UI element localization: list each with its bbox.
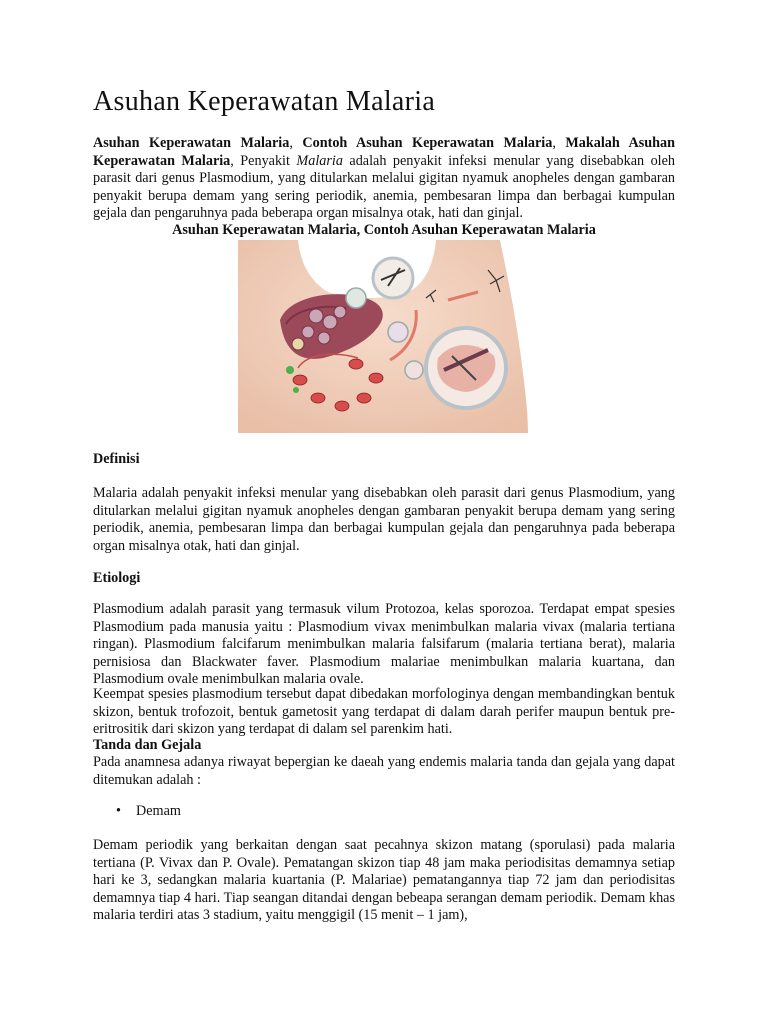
demam-paragraph: Demam periodik yang berkaitan dengan saat pecahnya skizon matang (sporulasi) pada malaria tertiana (P. Vivax dan P. Ovale). Pematangan skizon tiap 48 jam maka periodisitas demamnya setiap hari ke 3, sedangkan malaria kuartania (P. Malariae) pematangannya tiap 72 jam dan periodisitas demamnya tiap 4 hari. Tiap seangan ditandai dengan bebeapa serangan demam periodik. Demam khas malaria terdiri atas 3 stadium, yaitu menggigil (15 menit – 1 jam),	[93, 837, 675, 923]
intro-link-1[interactable]: Asuhan Keperawatan Malaria	[93, 135, 290, 151]
bullet-icon: •	[116, 803, 121, 819]
figure-caption: Asuhan Keperawatan Malaria, Contoh Asuhan Keperawatan Malaria	[172, 222, 596, 238]
heading-etiologi: Etiologi	[93, 570, 141, 586]
intro-italic: Malaria	[296, 152, 343, 169]
etiologi-paragraph-1: Plasmodium adalah parasit yang termasuk vilum Protozoa, kelas sporozoa. Terdapat empat spesies Plasmodium pada manusia yaitu : Plasmodium vivax menimbulkan malaria vivax (malaria tertiana ringan). Plasmodium falcifarum menimbulkan malaria falsifarum (malaria tertiana berat), malaria pernisiosa dan Blackwater faver. Plasmodium malariae menimbulkan malaria kuartana, dan Plasmodium ovale menimbulkan malaria ovale.	[93, 601, 675, 687]
list-item: • Demam	[116, 803, 181, 819]
tanda-gejala-paragraph: Pada anamnesa adanya riwayat bepergian ke daeah yang endemis malaria tanda dan gejala yang dapat ditemukan adalah :	[93, 754, 675, 788]
heading-tanda-gejala: Tanda dan Gejala	[93, 737, 202, 753]
heading-definisi: Definisi	[93, 451, 140, 467]
definisi-paragraph: Malaria adalah penyakit infeksi menular yang disebabkan oleh parasit dari genus Plasmodium, yang ditularkan melalui gigitan nyamuk anopheles dengan gambaran penyakit berupa demam yang sering periodik, anemia, pembesaran limpa dan berbagai kumpulan gejala dan pengaruhnya pada beberapa organ misalnya otak, hati dan ginjal.	[93, 485, 675, 554]
etiologi-paragraph-2: Keempat spesies plasmodium tersebut dapat dibedakan morfologinya dengan membandingkan bentuk skizon, bentuk trofozoit, bentuk gametosit yang terdapat di dalam darah perifer maupun bentuk pre-eritrositik dari skizon yang terdapat di dalam sel parenkim hati.	[93, 686, 675, 737]
intro-link-3[interactable]: Makalah Asuhan Keperawatan Malaria	[93, 135, 676, 169]
intro-paragraph: Asuhan Keperawatan Malaria, Contoh Asuhan Keperawatan Malaria, Makalah Asuhan Keperawatan Malaria, Penyakit Malaria adalah penyakit infeksi menular yang disebabkan oleh parasit dari genus Plasmodium, yang ditularkan melalui gigitan nyamuk anopheles dengan gambaran penyakit berupa demam yang sering periodik, anemia, pembesaran limpa dan berbagai kumpulan gejala dan pengaruhnya pada beberapa organ misalnya otak, hati dan ginjal.	[93, 135, 676, 221]
malaria-lifecycle-illustration	[238, 240, 528, 433]
page-title: Asuhan Keperawatan Malaria	[93, 86, 436, 117]
intro-link-2[interactable]: Contoh Asuhan Keperawatan Malaria	[302, 135, 553, 151]
